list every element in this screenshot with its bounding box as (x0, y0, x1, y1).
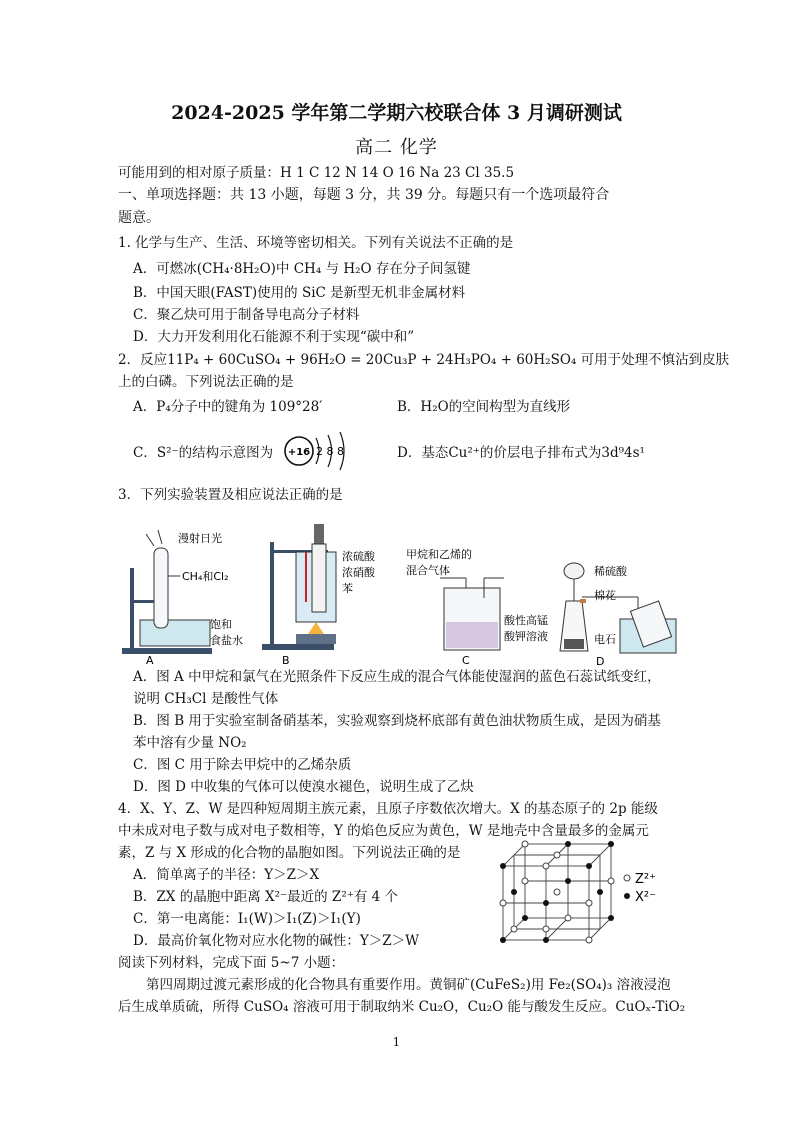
fig-a-text4: 食盐水 (210, 634, 243, 647)
q1-option-c: C．聚乙炔可用于制备导电高分子材料 (133, 307, 360, 323)
q3-option-b-line2: 苯中溶有少量 NO₂ (133, 735, 247, 751)
q3-option-d: D．图 D 中收集的气体可以使溴水褪色，说明生成了乙炔 (133, 779, 474, 795)
reading-line1: 第四周期过渡元素形成的化合物具有重要作用。黄铜矿(CuFeS₂)用 Fe₂(SO₄)₃ 溶液浸泡 (146, 977, 671, 993)
q4-stem-line2: 中未成对电子数与成对电子数相等，Y 的焰色反应为黄色，W 是地壳中含量最多的金属元 (118, 823, 649, 839)
q2-stem-line2: 上的白磷。下列说法正确的是 (118, 374, 294, 390)
legend-z-ion: Z²⁺ (635, 872, 656, 887)
fig-d-text3: 电石 (594, 633, 616, 646)
q2-option-a: A．P₄分子中的键角为 109°28′ (133, 399, 323, 415)
q4-stem-line3: 素，Z 与 X 形成的化合物的晶胞如图。下列说法正确的是 (118, 845, 461, 861)
nucleus-charge: +16 (287, 447, 311, 458)
q4-stem-line1: 4．X、Y、Z、W 是四种短周期主族元素，且原子序数依次增大。X 的基态原子的 2p 能级 (118, 801, 658, 817)
q4-option-c: C．第一电离能：I₁(W)＞I₁(Z)＞I₁(Y) (133, 911, 361, 927)
figure-b-apparatus (262, 522, 387, 668)
q4-option-a: A．简单离子的半径：Y＞Z＞X (133, 867, 320, 883)
fig-a-label: A (146, 654, 154, 667)
fig-a-text1: 漫射日光 (178, 532, 222, 545)
figure-a-apparatus (118, 528, 243, 668)
q3-stem: 3．下列实验装置及相应说法正确的是 (118, 487, 343, 503)
sulfide-ion-structure-diagram (282, 428, 362, 474)
fig-b-text1: 浓硫酸 (342, 550, 375, 563)
electron-shells: 2 8 8 (316, 445, 344, 458)
q3-option-a-line2: 说明 CH₃Cl 是酸性气体 (133, 691, 279, 707)
q1-stem: 1. 化学与生产、生活、环境等密切相关。下列有关说法不正确的是 (118, 235, 514, 251)
q1-option-b: B．中国天眼(FAST)使用的 SiC 是新型无机非金属材料 (133, 285, 466, 301)
exam-subtitle: 高二 化学 (355, 137, 438, 158)
fig-c-text4: 酸钾溶液 (504, 630, 548, 643)
q1-option-d: D．大力开发利用化石能源不利于实现“碳中和” (133, 329, 415, 345)
page-number: 1 (392, 1035, 401, 1049)
figure-d-apparatus (550, 555, 680, 668)
fig-d-text2: 棉花 (594, 589, 616, 602)
fig-b-text2: 浓硝酸 (342, 566, 375, 579)
legend-x-ion: X²⁻ (635, 890, 656, 905)
q3-option-c: C．图 C 用于除去甲烷中的乙烯杂质 (133, 757, 352, 773)
fig-d-text1: 稀硫酸 (594, 565, 627, 578)
fig-b-label: B (282, 654, 290, 667)
fig-c-text3: 酸性高锰 (504, 614, 548, 627)
fig-c-label: C (462, 654, 470, 667)
figure-c-apparatus (400, 548, 548, 668)
fig-c-text1: 甲烷和乙烯的 (406, 548, 472, 561)
fig-a-text3: 饱和 (210, 618, 232, 631)
fig-c-text2: 混合气体 (406, 564, 450, 577)
reading-line2: 后生成单质硫，所得 CuSO₄ 溶液可用于制取纳米 Cu₂O，Cu₂O 能与酸发生反应。CuOₓ-TiO₂ (118, 999, 686, 1015)
q2-stem-line1: 2．反应11P₄ + 60CuSO₄ + 96H₂O = 20Cu₃P + 24H₃PO₄ + 60H₂SO₄ 可用于处理不慎沾到皮肤 (118, 352, 730, 368)
section-heading-line2: 题意。 (118, 210, 160, 226)
fig-b-text3: 苯 (342, 582, 353, 595)
atomic-masses: 可能用到的相对原子质量：H 1 C 12 N 14 O 16 Na 23 Cl 35.5 (118, 165, 515, 181)
section-heading-line1: 一、单项选择题：共 13 小题，每题 3 分，共 39 分。每题只有一个选项最符合 (118, 187, 610, 203)
q3-option-a-line1: A．图 A 中甲烷和氯气在光照条件下反应生成的混合气体能使湿润的蓝色石蕊试纸变红， (133, 669, 661, 685)
crystal-unit-cell-diagram (495, 838, 665, 944)
q1-option-a: A．可燃冰(CH₄·8H₂O)中 CH₄ 与 H₂O 存在分子间氢键 (133, 261, 471, 277)
q3-option-b-line1: B．图 B 用于实验室制备硝基苯，实验观察到烧杯底部有黄色油状物质生成，是因为硝基 (133, 713, 661, 729)
exam-title: 2024-2025 学年第二学期六校联合体 3 月调研测试 (171, 102, 622, 124)
q4-option-d: D．最高价氧化物对应水化物的碱性：Y＞Z＞W (133, 933, 419, 949)
fig-d-label: D (596, 655, 605, 668)
fig-a-text2: CH₄和Cl₂ (182, 570, 229, 583)
q4-option-b: B．ZX 的晶胞中距离 X²⁻最近的 Z²⁺有 4 个 (133, 889, 399, 905)
q2-option-d: D．基态Cu²⁺的价层电子排布式为3d⁹4s¹ (397, 445, 645, 461)
q2-option-b: B．H₂O的空间构型为直线形 (397, 399, 571, 415)
reading-intro: 阅读下列材料，完成下面 5~7 小题： (118, 955, 345, 971)
q2-option-c: C．S²⁻的结构示意图为 (133, 445, 274, 461)
